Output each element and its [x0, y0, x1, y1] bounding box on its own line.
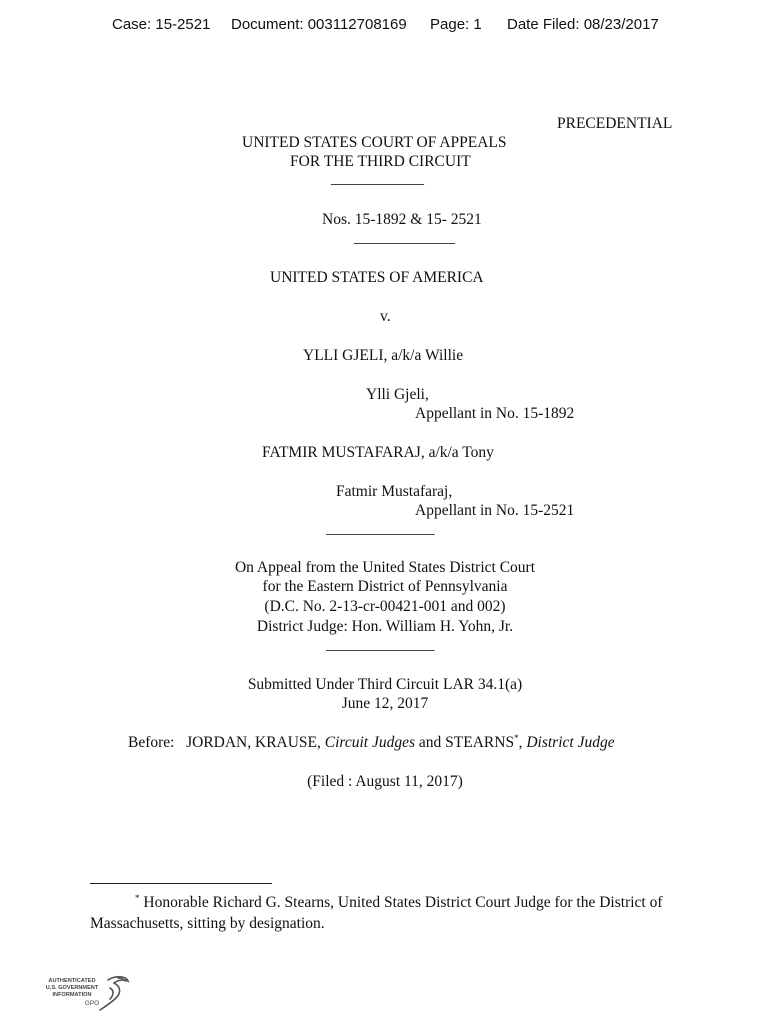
footnote-reference[interactable]: *: [514, 733, 519, 743]
case-numbers: Nos. 15-1892 & 15- 2521: [322, 211, 482, 228]
appeal-rule: ______________: [326, 636, 435, 653]
district-judge-title: District Judge: [526, 734, 615, 751]
date-filed-header: Date Filed: 08/23/2017: [507, 16, 659, 33]
court-rule: ____________: [331, 170, 424, 187]
appeal-line-1: On Appeal from the United States District Court: [234, 559, 536, 576]
precedential-label: PRECEDENTIAL: [557, 115, 673, 132]
defendant-2-name: Fatmir Mustafaraj,: [336, 483, 453, 500]
panel-line: Before: JORDAN, KRAUSE, Circuit Judges and STEARNS*, District Judge: [128, 733, 615, 751]
panel-judges: JORDAN, KRAUSE,: [186, 734, 321, 751]
defendant-1-role: Appellant in No. 15-1892: [415, 405, 575, 422]
circuit-name: FOR THE THIRD CIRCUIT: [290, 153, 471, 170]
filed-date: (Filed : August 11, 2017): [307, 773, 463, 790]
footnote: [90, 892, 690, 934]
defendant-1: YLLI GJELI, a/k/a Willie: [303, 347, 464, 364]
seal-line-1: AUTHENTICATED: [48, 978, 96, 984]
circuit-judges-title: Circuit Judges: [324, 734, 416, 751]
versus: v.: [380, 308, 391, 325]
footnote-marker: *: [135, 893, 140, 903]
district-judge: District Judge: Hon. William H. Yohn, Jr.: [256, 618, 514, 635]
submitted-line: Submitted Under Third Circuit LAR 34.1(a): [247, 676, 523, 693]
case-numbers-rule: _____________: [354, 229, 455, 246]
footnote-separator: [90, 883, 272, 884]
page-number-header: Page: 1: [430, 16, 482, 33]
eagle-icon: [100, 977, 128, 1010]
seal-line-4: GPO: [84, 1000, 100, 1007]
case-number-header: Case: 15-2521: [112, 16, 211, 33]
gpo-authentication-seal: [44, 974, 134, 1016]
court-name: UNITED STATES COURT OF APPEALS: [242, 134, 507, 151]
footnote-text: Honorable Richard G. Stearns, United States District Court Judge for the District of Massachusetts, sitting by designation.: [90, 894, 663, 932]
document-number-header: Document: 003112708169: [231, 16, 407, 33]
before-label: Before:: [128, 734, 175, 751]
defendant-2-role: Appellant in No. 15-2521: [415, 502, 575, 519]
parties-rule: ______________: [326, 520, 435, 537]
submitted-date: June 12, 2017: [341, 695, 429, 712]
defendant-2: FATMIR MUSTAFARAJ, a/k/a Tony: [262, 444, 494, 461]
defendant-1-name: Ylli Gjeli,: [366, 386, 429, 403]
seal-line-2: U.S. GOVERNMENT: [45, 985, 99, 991]
district-judge-name: and STEARNS: [418, 734, 515, 751]
appeal-line-3: (D.C. No. 2-13-cr-00421-001 and 002): [264, 598, 506, 615]
appeal-line-2: for the Eastern District of Pennsylvania: [262, 578, 508, 595]
plaintiff-name: UNITED STATES OF AMERICA: [270, 269, 484, 286]
seal-line-3: INFORMATION: [52, 992, 92, 998]
